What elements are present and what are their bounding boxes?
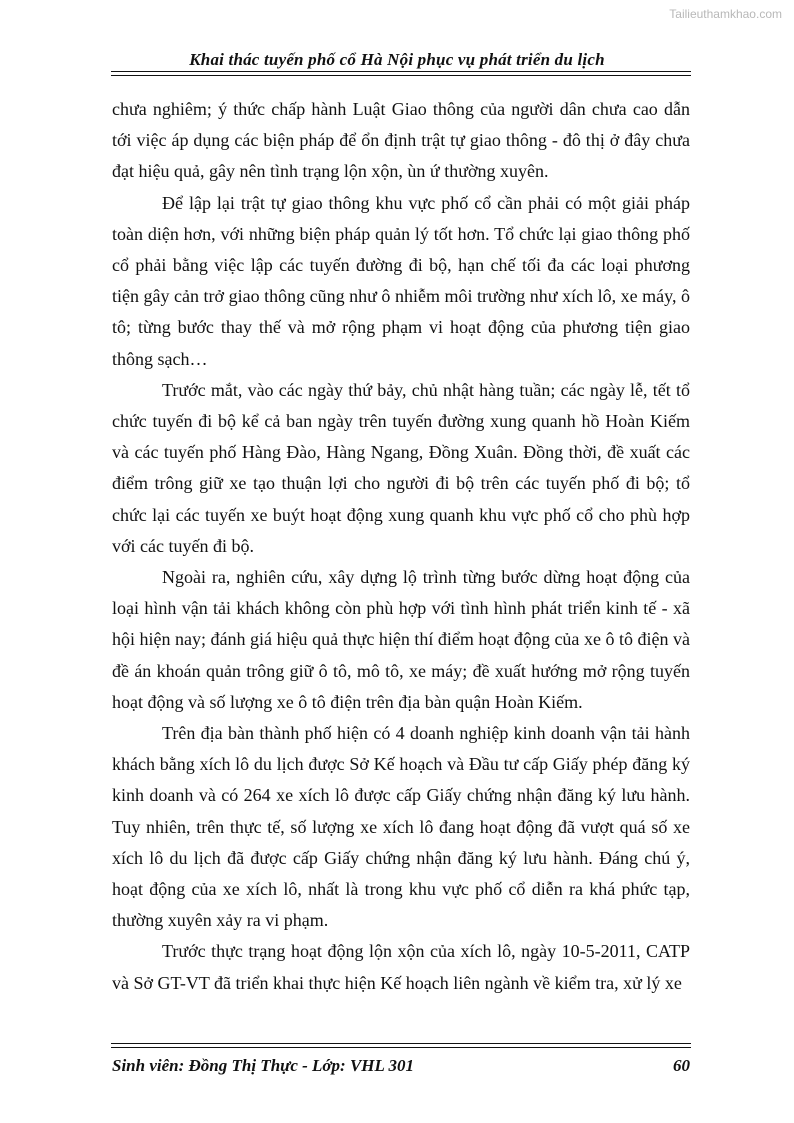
footer-student-info: Sinh viên: Đồng Thị Thực - Lớp: VHL 301 (112, 1056, 415, 1075)
paragraph-continued: chưa nghiêm; ý thức chấp hành Luật Giao thông của người dân chưa cao dẫn tới việc áp dụng các biện pháp để ổn định trật tự giao thông - đô thị ở đây chưa đạt hiệu quả, gây nên tình trạng lộn xộn, ùn ứ thường xuyên. (112, 99, 690, 182)
paragraph: Để lập lại trật tự giao thông khu vực phố cổ cần phải có một giải pháp toàn diện hơn, với những biện pháp quản lý tốt hơn. Tổ chức lại giao thông phố cổ phải bằng việc lập các tuyến đường đi bộ, hạn chế tối đa các loại phương tiện gây cản trở giao thông cũng như ô nhiễm môi trường như xích lô, xe máy, ô tô; từng bước thay thế và mở rộng phạm vi hoạt động của phương tiện giao thông sạch… (112, 192, 690, 369)
paragraph: Trước mắt, vào các ngày thứ bảy, chủ nhật hàng tuần; các ngày lễ, tết tổ chức tuyến đi bộ kể cả ban ngày trên tuyến đường xung quanh hồ Hoàn Kiếm và các tuyến phố Hàng Đào, Hàng Ngang, Đồng Xuân. Đồng thời, đề xuất các điểm trông giữ xe tạo thuận lợi cho người đi bộ trên các tuyến phố đi bộ; tổ chức lại các tuyến xe buýt hoạt động xung quanh khu vực phố cổ cho phù hợp với các tuyến đi bộ. (112, 379, 690, 556)
footer-rule-thin (111, 1047, 691, 1048)
watermark-text: Tailieuthamkhao.com (669, 7, 782, 21)
header-rule-thick (111, 71, 691, 72)
paragraph: Ngoài ra, nghiên cứu, xây dựng lộ trình từng bước dừng hoạt động của loại hình vận tải khách không còn phù hợp với tình hình phát triển kinh tế - xã hội hiện nay; đánh giá hiệu quả thực hiện thí điểm hoạt động của xe ô tô điện và đề án khoán quản trông giữ ô tô, mô tô, xe máy; đề xuất hướng mở rộng tuyến hoạt động và số lượng xe ô tô điện trên địa bàn quận Hoàn Kiếm. (112, 567, 690, 712)
page-header-title: Khai thác tuyến phố cổ Hà Nội phục vụ phát triển du lịch (189, 50, 605, 69)
body-text (112, 94, 690, 999)
paragraph: Trước thực trạng hoạt động lộn xộn của xích lô, ngày 10-5-2011, CATP và Sở GT-VT đã triển khai thực hiện Kế hoạch liên ngành về kiểm tra, xử lý xe (112, 941, 690, 993)
header-rule-thin (111, 75, 691, 76)
page-number: 60 (673, 1056, 690, 1075)
paragraph: Trên địa bàn thành phố hiện có 4 doanh nghiệp kinh doanh vận tải hành khách bằng xích lô du lịch được Sở Kế hoạch và Đầu tư cấp Giấy phép đăng ký kinh doanh và có 264 xe xích lô được cấp Giấy chứng nhận đăng ký lưu hành. Tuy nhiên, trên thực tế, số lượng xe xích lô đang hoạt động đã vượt quá số xe xích lô du lịch đã được cấp Giấy chứng nhận đăng ký lưu hành. Đáng chú ý, hoạt động của xe xích lô, nhất là trong khu vực phố cổ diễn ra khá phức tạp, thường xuyên xảy ra vi phạm. (112, 723, 690, 931)
footer-rule-thick (111, 1043, 691, 1044)
